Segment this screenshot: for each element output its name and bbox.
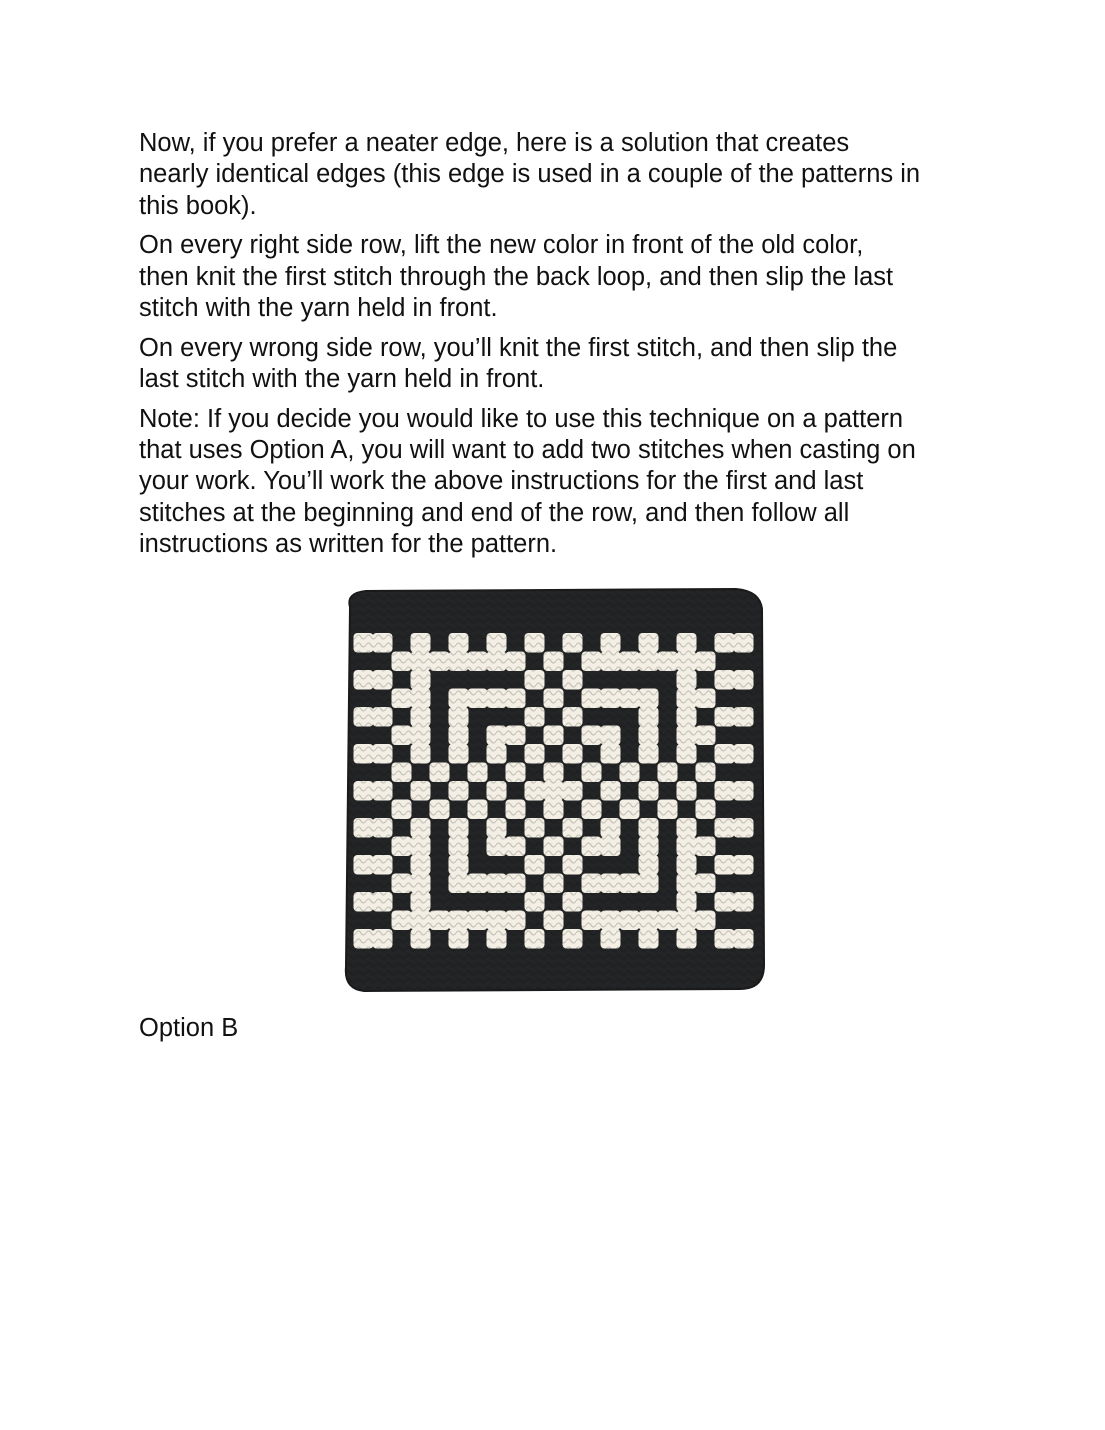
paragraph-note: Note: If you decide you would like to use this technique on a pattern that uses Option A, you will want to add two stitches when casting on your work. You’ll work the above instructions for the first and last stitches at the beginning and end of the row, and then follow all instructions as written for the pattern. [139,404,916,559]
swatch-illustration [336,585,768,995]
body-text [139,128,989,569]
knitted-swatch-image [336,585,768,995]
paragraph-wrong-side-row: On every wrong side row, you’ll knit the first stitch, and then slip the last stitch with the yarn held in front. [139,333,898,394]
paragraph-neater-edge: Now, if you prefer a neater edge, here is a solution that creates nearly identical edges (this edge is used in a couple of the patterns in this book). [139,129,921,220]
figure-caption: Option B [139,1014,239,1042]
paragraph-right-side-row: On every right side row, lift the new color in front of the old color, then knit the first stitch through the back loop, and then slip the last stitch with the yarn held in front. [139,231,894,322]
